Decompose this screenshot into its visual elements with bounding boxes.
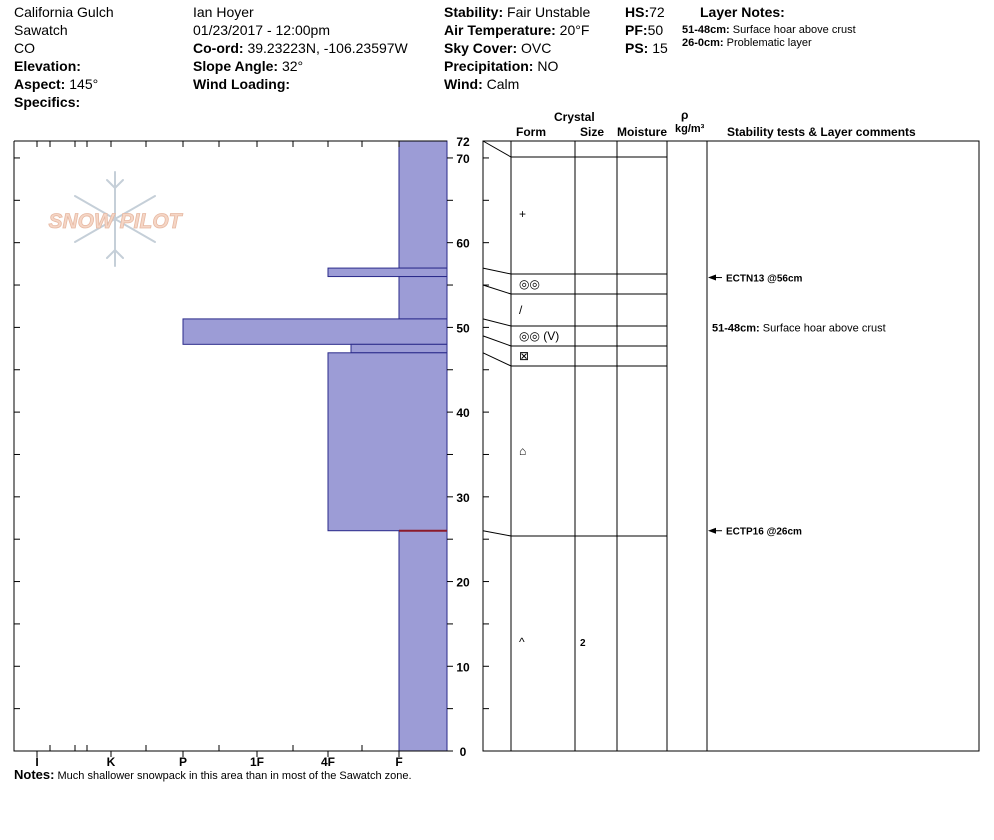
hs-value: 72 [649,4,665,20]
hardness-label: 1F [249,755,265,769]
slope-label: Slope Angle: [193,58,279,74]
stability-label: Stability: [444,4,504,20]
hardness-bar [328,353,447,531]
comments-header: Stability tests & Layer comments [727,125,916,139]
layer-comment-text: Surface hoar above crust [762,322,886,335]
hardness-label: 4F [320,755,336,769]
notes-row [14,768,412,783]
stability-test-label: ECTN13 @56cm [726,273,803,285]
layer-comment [712,322,886,334]
ps-label: PS: [625,40,649,56]
wind-value: Calm [486,76,520,92]
wind-label: Wind: [444,76,483,92]
elevation-label: Elevation: [14,58,81,74]
hardness-label: P [178,755,188,769]
notes-text: Much shallower snowpack in this area than in most of the Sawatch zone. [57,770,412,782]
precip-value: NO [537,58,559,74]
height-label: 50 [456,321,470,336]
observer-name: Ian Hoyer [193,4,254,20]
specifics-label: Specifics: [14,94,81,110]
date-time: 01/23/2017 - 12:00pm [193,22,330,38]
layer-note-range: 51-48cm: [682,24,730,36]
range-name: Sawatch [14,22,68,38]
crystal-header: Crystal [554,110,595,124]
air-temp-value: 20°F [559,22,590,38]
sky-label: Sky Cover: [444,40,518,56]
height-label: 40 [456,406,470,421]
hardness-label: I [35,755,39,769]
height-label: 0 [459,745,467,759]
hardness-bar [399,277,447,319]
precip-label: Precipitation: [444,58,534,74]
crystal-form: + [519,207,527,221]
crystal-form: / [519,303,523,317]
height-label: 70 [456,151,470,166]
ps-value: 15 [652,40,668,56]
hs-label: HS: [625,4,650,20]
height-label: 72 [456,135,470,149]
crystal-form: ⊠ [519,349,530,363]
coord-value: 39.23223N, -106.23597W [247,40,408,56]
crystal-form: ^ [519,635,525,649]
height-label: 20 [456,575,470,590]
moisture-header: Moisture [617,125,668,139]
notes-label: Notes: [14,767,55,782]
wind-loading-label: Wind Loading: [193,76,291,92]
hardness-bar [351,344,447,352]
air-temp-label: Air Temperature: [444,22,556,38]
height-label: 10 [456,660,470,675]
state-name: CO [14,40,35,56]
hardness-bar [183,319,447,344]
pf-value: 50 [647,22,664,38]
layer-note-text: Surface hoar above crust [732,24,856,36]
hardness-label: K [106,755,116,769]
hardness-bar [328,268,447,276]
layer-note-range: 26-0cm: [682,37,724,49]
size-header: Size [580,125,605,139]
aspect-label: Aspect: [14,76,66,92]
crystal-form: ◎◎ (V) [519,329,560,343]
crystal-form: ⌂ [519,444,527,458]
crystal-form: ◎◎ [519,277,540,291]
height-label: 60 [456,236,470,251]
stability-value: Fair Unstable [507,4,591,20]
location-name: California Gulch [14,4,114,20]
aspect-value: 145° [69,76,99,92]
snowpilot-logo [49,172,184,266]
coord-label: Co-ord: [193,40,244,56]
hardness-bar [399,141,447,268]
logo-text: SNOW PILOT [48,210,182,233]
crystal-size: 2 [580,638,586,649]
layer-note-text: Problematic layer [726,37,812,49]
layer-comment-range: 51-48cm: [712,322,763,335]
hardness-bar [399,531,447,751]
sky-value: OVC [521,40,552,56]
hardness-label: F [395,755,403,769]
slope-value: 32° [281,58,304,74]
pf-label: PF: [625,22,648,38]
layer-notes-label: Layer Notes: [700,4,785,20]
crystal-panel-frame [483,141,979,751]
rho-header: ρ [681,108,689,122]
height-label: 30 [456,490,470,505]
density-unit-header: kg/m³ [675,123,705,135]
stability-test-label: ECTP16 @26cm [726,526,802,538]
form-header: Form [516,125,546,139]
